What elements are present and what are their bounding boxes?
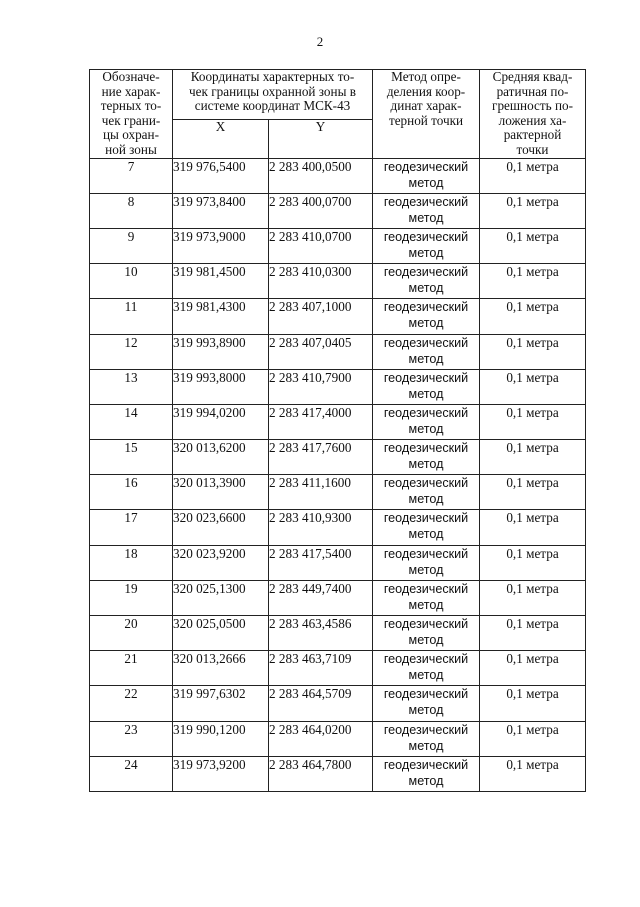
- point-number: 23: [90, 721, 173, 756]
- point-number: 24: [90, 756, 173, 791]
- point-number: 7: [90, 158, 173, 193]
- coordinate-y: 2 283 417,5400: [269, 545, 373, 580]
- coordinate-y: 2 283 463,7109: [269, 651, 373, 686]
- coordinate-x: 319 973,9200: [173, 756, 269, 791]
- method-cell: [373, 404, 480, 439]
- table-row: [90, 440, 586, 475]
- method-text: геодезический метод: [383, 652, 469, 683]
- coordinate-y: 2 283 464,5709: [269, 686, 373, 721]
- point-number: 19: [90, 580, 173, 615]
- table-row: [90, 545, 586, 580]
- point-number: 22: [90, 686, 173, 721]
- coordinate-y: 2 283 417,4000: [269, 404, 373, 439]
- method-text: геодезический метод: [383, 229, 469, 260]
- table-row: [90, 264, 586, 299]
- coordinate-y: 2 283 463,4586: [269, 616, 373, 651]
- point-number: 12: [90, 334, 173, 369]
- error-value: 0,1 метра: [480, 440, 586, 475]
- method-cell: [373, 616, 480, 651]
- error-value: 0,1 метра: [480, 545, 586, 580]
- method-cell: [373, 299, 480, 334]
- coordinates-table: [89, 69, 586, 792]
- coordinate-y: 2 283 449,7400: [269, 580, 373, 615]
- method-cell: [373, 440, 480, 475]
- table-row: [90, 369, 586, 404]
- method-cell: [373, 580, 480, 615]
- table-row: [90, 756, 586, 791]
- method-cell: [373, 686, 480, 721]
- coordinate-x: 319 981,4300: [173, 299, 269, 334]
- error-value: 0,1 метра: [480, 651, 586, 686]
- method-cell: [373, 264, 480, 299]
- coordinate-y: 2 283 407,0405: [269, 334, 373, 369]
- method-text: геодезический метод: [383, 546, 469, 577]
- coordinate-y: 2 283 464,7800: [269, 756, 373, 791]
- table-row: [90, 721, 586, 756]
- point-number: 9: [90, 228, 173, 263]
- error-value: 0,1 метра: [480, 299, 586, 334]
- table-row: [90, 651, 586, 686]
- coordinate-y: 2 283 410,9300: [269, 510, 373, 545]
- table-header: [90, 70, 586, 159]
- error-value: 0,1 метра: [480, 580, 586, 615]
- coordinate-y: 2 283 400,0700: [269, 193, 373, 228]
- coordinate-x: 319 973,9000: [173, 228, 269, 263]
- coordinate-x: 320 025,1300: [173, 580, 269, 615]
- coordinate-x: 320 013,2666: [173, 651, 269, 686]
- table-row: [90, 580, 586, 615]
- table-row: [90, 299, 586, 334]
- method-text: геодезический метод: [383, 335, 469, 366]
- point-number: 8: [90, 193, 173, 228]
- point-number: 20: [90, 616, 173, 651]
- point-number: 10: [90, 264, 173, 299]
- coordinate-y: 2 283 410,0300: [269, 264, 373, 299]
- point-number: 11: [90, 299, 173, 334]
- coordinate-y: 2 283 464,0200: [269, 721, 373, 756]
- error-value: 0,1 метра: [480, 334, 586, 369]
- header-coordinates: Координаты характерных то- чек границы охранной зоны в системе координат МСК-43: [173, 70, 373, 120]
- error-value: 0,1 метра: [480, 721, 586, 756]
- error-value: 0,1 метра: [480, 158, 586, 193]
- method-text: геодезический метод: [383, 581, 469, 612]
- page-number: 2: [316, 34, 324, 49]
- method-text: геодезический метод: [383, 757, 469, 788]
- method-cell: [373, 193, 480, 228]
- coordinate-y: 2 283 410,0700: [269, 228, 373, 263]
- method-text: геодезический метод: [383, 617, 469, 647]
- method-text: геодезический метод: [383, 476, 469, 507]
- point-number: 17: [90, 510, 173, 545]
- point-number: 15: [90, 440, 173, 475]
- error-value: 0,1 метра: [480, 193, 586, 228]
- header-method: Метод опре- деления коор- динат харак- терной точки: [373, 70, 480, 159]
- point-number: 14: [90, 404, 173, 439]
- point-number: 13: [90, 369, 173, 404]
- error-value: 0,1 метра: [480, 510, 586, 545]
- table-row: [90, 686, 586, 721]
- method-cell: [373, 369, 480, 404]
- header-error: Средняя квад- ратичная по- грешность по- ложения ха- рактерной точки: [480, 70, 586, 159]
- coordinate-x: 319 993,8000: [173, 369, 269, 404]
- method-text: геодезический метод: [383, 159, 469, 190]
- error-value: 0,1 метра: [480, 264, 586, 299]
- table-row: [90, 193, 586, 228]
- method-text: геодезический метод: [383, 265, 469, 296]
- coordinate-x: 319 994,0200: [173, 404, 269, 439]
- coordinate-y: 2 283 410,7900: [269, 369, 373, 404]
- method-text: геодезический метод: [383, 405, 469, 436]
- header-y: Y: [269, 120, 373, 158]
- coordinate-x: 319 990,1200: [173, 721, 269, 756]
- method-cell: [373, 545, 480, 580]
- error-value: 0,1 метра: [480, 404, 586, 439]
- coordinate-x: 320 023,9200: [173, 545, 269, 580]
- table-row: [90, 404, 586, 439]
- coordinate-x: 320 013,3900: [173, 475, 269, 510]
- coordinate-x: 319 997,6302: [173, 686, 269, 721]
- table-row: [90, 475, 586, 510]
- method-cell: [373, 756, 480, 791]
- table-body: [90, 158, 586, 791]
- coordinate-x: 320 025,0500: [173, 616, 269, 651]
- method-cell: [373, 510, 480, 545]
- table-row: [90, 228, 586, 263]
- coordinate-x: 319 981,4500: [173, 264, 269, 299]
- header-point-designation: Обозначе- ние харак- терных то- чек грани- цы охран- ной зоны: [90, 70, 173, 159]
- coordinate-x: 319 976,5400: [173, 158, 269, 193]
- point-number: 16: [90, 475, 173, 510]
- method-cell: [373, 721, 480, 756]
- method-text: геодезический метод: [383, 441, 469, 472]
- method-cell: [373, 651, 480, 686]
- method-cell: [373, 475, 480, 510]
- point-number: 21: [90, 651, 173, 686]
- coordinate-y: 2 283 417,7600: [269, 440, 373, 475]
- error-value: 0,1 метра: [480, 616, 586, 651]
- coordinate-x: 319 993,8900: [173, 334, 269, 369]
- method-text: геодезический метод: [383, 687, 469, 718]
- coordinate-y: 2 283 400,0500: [269, 158, 373, 193]
- coordinate-x: 319 973,8400: [173, 193, 269, 228]
- method-text: геодезический метод: [383, 194, 469, 225]
- coordinate-x: 320 023,6600: [173, 510, 269, 545]
- method-text: геодезический метод: [383, 300, 469, 331]
- table-row: [90, 510, 586, 545]
- method-cell: [373, 158, 480, 193]
- method-text: геодезический метод: [383, 722, 469, 753]
- coordinate-x: 320 013,6200: [173, 440, 269, 475]
- coordinate-y: 2 283 407,1000: [269, 299, 373, 334]
- method-cell: [373, 228, 480, 263]
- table-row: [90, 334, 586, 369]
- error-value: 0,1 метра: [480, 756, 586, 791]
- table-row: [90, 158, 586, 193]
- method-text: геодезический метод: [383, 511, 469, 542]
- error-value: 0,1 метра: [480, 369, 586, 404]
- method-text: геодезический метод: [383, 370, 469, 401]
- error-value: 0,1 метра: [480, 686, 586, 721]
- coordinate-y: 2 283 411,1600: [269, 475, 373, 510]
- table-row: [90, 616, 586, 651]
- point-number: 18: [90, 545, 173, 580]
- error-value: 0,1 метра: [480, 228, 586, 263]
- header-x: X: [173, 120, 269, 158]
- error-value: 0,1 метра: [480, 475, 586, 510]
- method-cell: [373, 334, 480, 369]
